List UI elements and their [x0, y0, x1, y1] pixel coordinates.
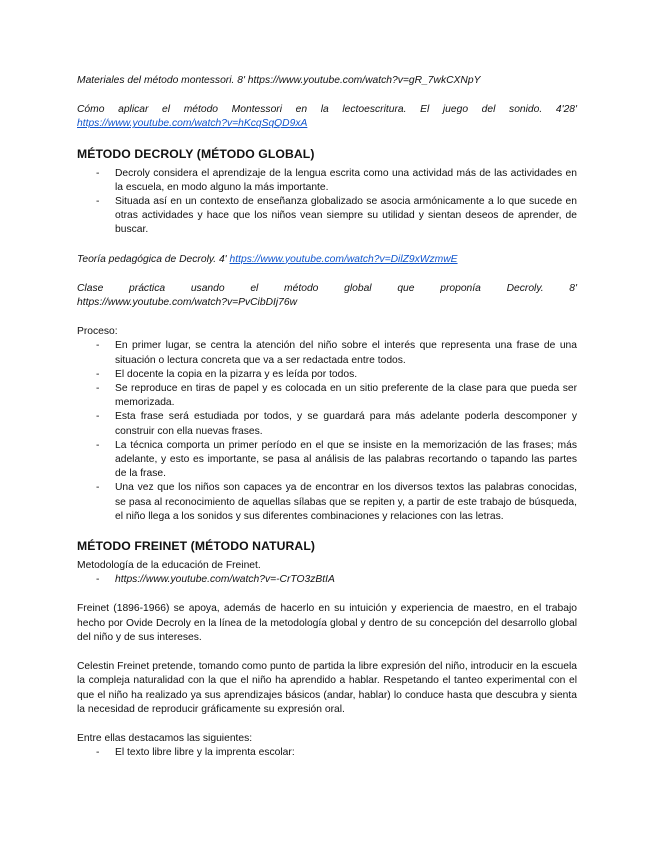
- list-item: - Decroly considera el aprendizaje de la lengua escrita como una actividad más de las actividades en la escuela, en modo alguno la más importante.: [96, 167, 577, 193]
- list-item: - La técnica comporta un primer período en el que se insiste en la memorización de las frases; más adelante, y esto es importante, se pasa al análisis de las palabras recortando o tapando las partes de la frase.: [96, 439, 577, 480]
- decroly-bullet-list: [77, 167, 577, 238]
- montessori-apply-link[interactable]: https://www.youtube.com/watch?v=hKcqSqQD9xA: [77, 118, 308, 130]
- bullet-dash: -: [96, 574, 100, 586]
- bullet-dash: -: [96, 368, 100, 380]
- decroly-class-line: Clase práctica usando el método global que proponía Decroly. 8': [77, 282, 577, 294]
- bullet-dash: -: [96, 383, 100, 395]
- list-item: - El texto libre libre y la imprenta escolar:: [77, 746, 577, 760]
- freinet-highlight-list: [77, 746, 577, 760]
- montessori-apply-line: Cómo aplicar el método Montessori en la lectoescritura. El juego del sonido. 4'28': [77, 104, 577, 116]
- decroly-class-url: https://www.youtube.com/watch?v=PvCibDIj76w: [77, 297, 298, 309]
- decroly-theory-link[interactable]: https://www.youtube.com/watch?v=DilZ9xWzmwE: [229, 253, 458, 265]
- bullet-dash: -: [96, 482, 100, 494]
- freinet-highlight-label: Entre ellas destacamos las siguientes:: [77, 732, 253, 744]
- decroly-theory-line: Teoría pedagógica de Decroly. 4' https://www.youtube.com/watch?v=DilZ9xWzmwE: [77, 253, 458, 265]
- bullet-dash: -: [96, 747, 100, 759]
- process-label: Proceso:: [77, 326, 118, 338]
- bullet-dash: -: [96, 196, 100, 208]
- freinet-paragraph-2: Celestin Freinet pretende, tomando como punto de partida la libre expresión del niño, introducir en la escuela la compleja naturalidad con la que el niño ha aprendido a hablar. Respetando el tanteo experimental con el que el niño ha realizado ya sus aprendizajes básicos (andar, hablar) lo conduce hasta que descubra y sienta la necesidad de reproducir gráficamente su expresión oral.: [77, 661, 577, 715]
- freinet-methodology-label: Metodología de la educación de Freinet.: [77, 560, 261, 572]
- process-step-list: [77, 339, 577, 524]
- decroly-heading: MÉTODO DECROLY (MÉTODO GLOBAL): [77, 146, 315, 161]
- bullet-dash: -: [96, 167, 100, 179]
- list-item: - Situada así en un contexto de enseñanza globalizado se asocia armónicamente a lo que sucede en otras actividades y hace que los niños vean siempre su utilidad y sientan deseos de aprender, de buscar.: [96, 196, 577, 236]
- freinet-heading: MÉTODO FREINET (MÉTODO NATURAL): [77, 539, 316, 554]
- freinet-paragraph-1: Freinet (1896-1966) se apoya, además de hacerlo en su intuición y experiencia de maestro, en el trabajo hecho por Ovide Decroly en la línea de la metodología global y dentro de su concepción del desarrollo global del niño y de sus intereses.: [77, 603, 577, 643]
- list-item: - Esta frase será estudiada por todos, y se guardará para más adelante poderla descomponer y construir con ella nuevas frases.: [96, 411, 577, 437]
- document-body: [77, 74, 577, 760]
- list-item: - Una vez que los niños son capaces ya de encontrar en los diversos textos las palabras conocidas, se pasa al reconocimiento de aquellas sílabas que se repiten y, a partir de este trabajo de búsqueda, el niño llega a los sonidos y sus diferentes combinaciones y relaciones con las letras.: [96, 482, 577, 522]
- bullet-dash: -: [96, 340, 100, 352]
- bullet-dash: -: [96, 411, 100, 423]
- bullet-dash: -: [96, 439, 100, 451]
- freinet-methodology-url: https://www.youtube.com/watch?v=-CrTO3zBtIA: [115, 574, 335, 586]
- freinet-link-list: [77, 573, 577, 587]
- list-item: - Se reproduce en tiras de papel y es colocada en un sitio preferente de la clase para que pueda ser memorizada.: [96, 383, 577, 409]
- list-item: [77, 573, 577, 587]
- montessori-materials-line: Materiales del método montessori. 8' https://www.youtube.com/watch?v=gR_7wkCXNpY: [77, 75, 481, 86]
- list-item: - El docente la copia en la pizarra y es leída por todos.: [77, 368, 577, 382]
- list-item: - En primer lugar, se centra la atención del niño sobre el interés que representa una frase de una situación o lectura concreta que va a ser redactada entre todos.: [96, 340, 577, 366]
